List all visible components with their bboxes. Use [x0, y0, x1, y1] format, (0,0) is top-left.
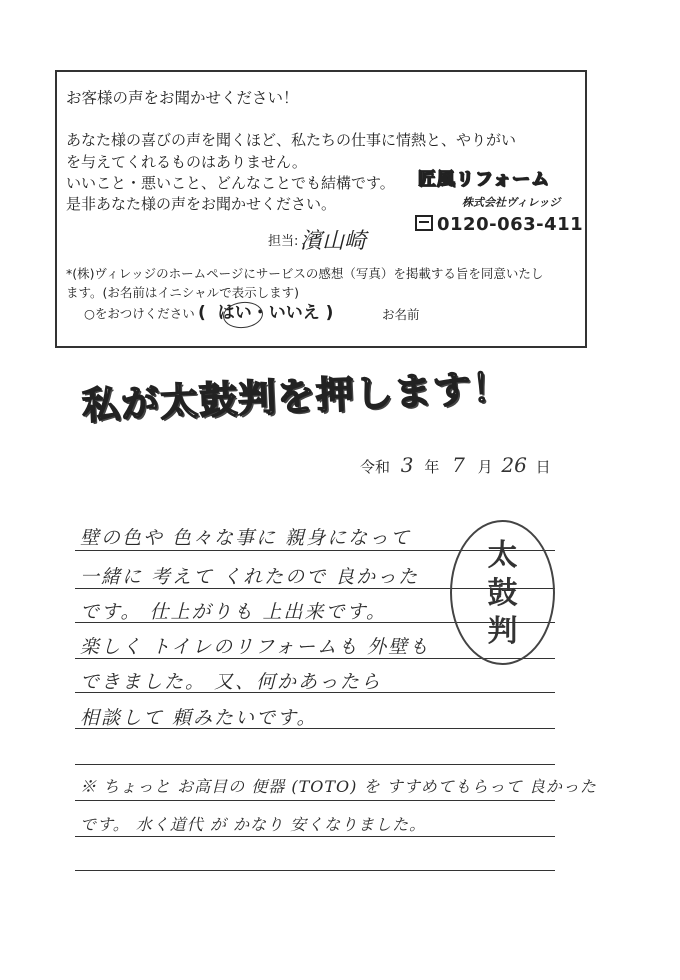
- choice-separator: ・: [251, 303, 269, 323]
- choice-open-paren: (: [198, 303, 206, 323]
- ruled-line: [75, 870, 555, 871]
- phone-number: [415, 214, 583, 235]
- brand-logo: 匠風リフォーム: [418, 169, 551, 190]
- consent-choices: [198, 298, 333, 323]
- date-year: 3: [400, 453, 414, 477]
- intro-line-4: 是非あなた様の声をお聞かせください。: [66, 195, 337, 213]
- comment-line-2: 一緒に 考えて くれたので 良かった: [80, 566, 420, 588]
- ruled-line: [75, 764, 555, 765]
- stamp-char-2: 鼓: [487, 576, 518, 611]
- ruled-line: [75, 800, 555, 801]
- staff-label: 担当:: [268, 234, 299, 249]
- comment-line-4: 楽しく トイレのリフォームも 外壁も: [80, 636, 431, 658]
- staff-signature: 濱山崎: [300, 229, 367, 254]
- ruled-line: [75, 836, 555, 837]
- consent-line-2: ます。(お名前はイニシャルで表示します): [66, 285, 300, 300]
- comment-line-1: 壁の色や 色々な事に 親身になって: [80, 527, 412, 549]
- choice-yes[interactable]: はい: [217, 303, 252, 323]
- name-label: お名前: [382, 307, 420, 322]
- intro-line-3: いいこと・悪いこと、どんなことでも結構です。: [66, 174, 395, 192]
- date-row: [360, 453, 551, 477]
- date-day: 26: [501, 453, 527, 477]
- date-year-label: 年: [424, 458, 440, 476]
- comment-line-3: です。 仕上がりも 上出来です。: [80, 601, 388, 623]
- stamp-char-1: 太: [487, 538, 518, 573]
- comment-line-6: 相談して 頼みたいです。: [80, 707, 318, 729]
- note-line-1: ※ ちょっと お高目の 便器 (TOTO) を すすめてもらって 良かった: [80, 777, 597, 796]
- date-month: 7: [452, 453, 465, 477]
- choice-close-paren: ): [325, 303, 334, 323]
- intro-line-2: を与えてくれるものはありません。: [66, 153, 307, 171]
- taikoban-stamp: [450, 520, 555, 665]
- note-line-2: です。 水く道代 が かなり 安くなりました。: [80, 815, 427, 834]
- company-name: 株式会社ヴィレッジ: [462, 196, 561, 209]
- circle-instruction: ○をおつけください: [84, 306, 195, 321]
- form-title: お客様の声をお聞かせください！: [66, 89, 299, 107]
- choice-no[interactable]: いいえ: [268, 303, 320, 323]
- date-month-label: 月: [477, 458, 493, 476]
- free-dial-icon: [415, 215, 433, 231]
- date-day-label: 日: [535, 458, 551, 476]
- consent-line-1: *(株)ヴィレッジのホームページにサービスの感想（写真）を掲載する旨を同意いたし: [66, 266, 544, 281]
- stamp-char-3: 判: [487, 614, 518, 649]
- phone-number-text: 0120-063-411: [437, 214, 584, 235]
- intro-line-1: あなた様の喜びの声を聞くほど、私たちの仕事に情熱と、やりがい: [66, 131, 517, 149]
- main-heading: 私が太鼓判を押します！: [81, 365, 512, 428]
- comment-line-5: できました。 又、何かあったら: [80, 671, 382, 693]
- date-era: 令和: [360, 458, 391, 476]
